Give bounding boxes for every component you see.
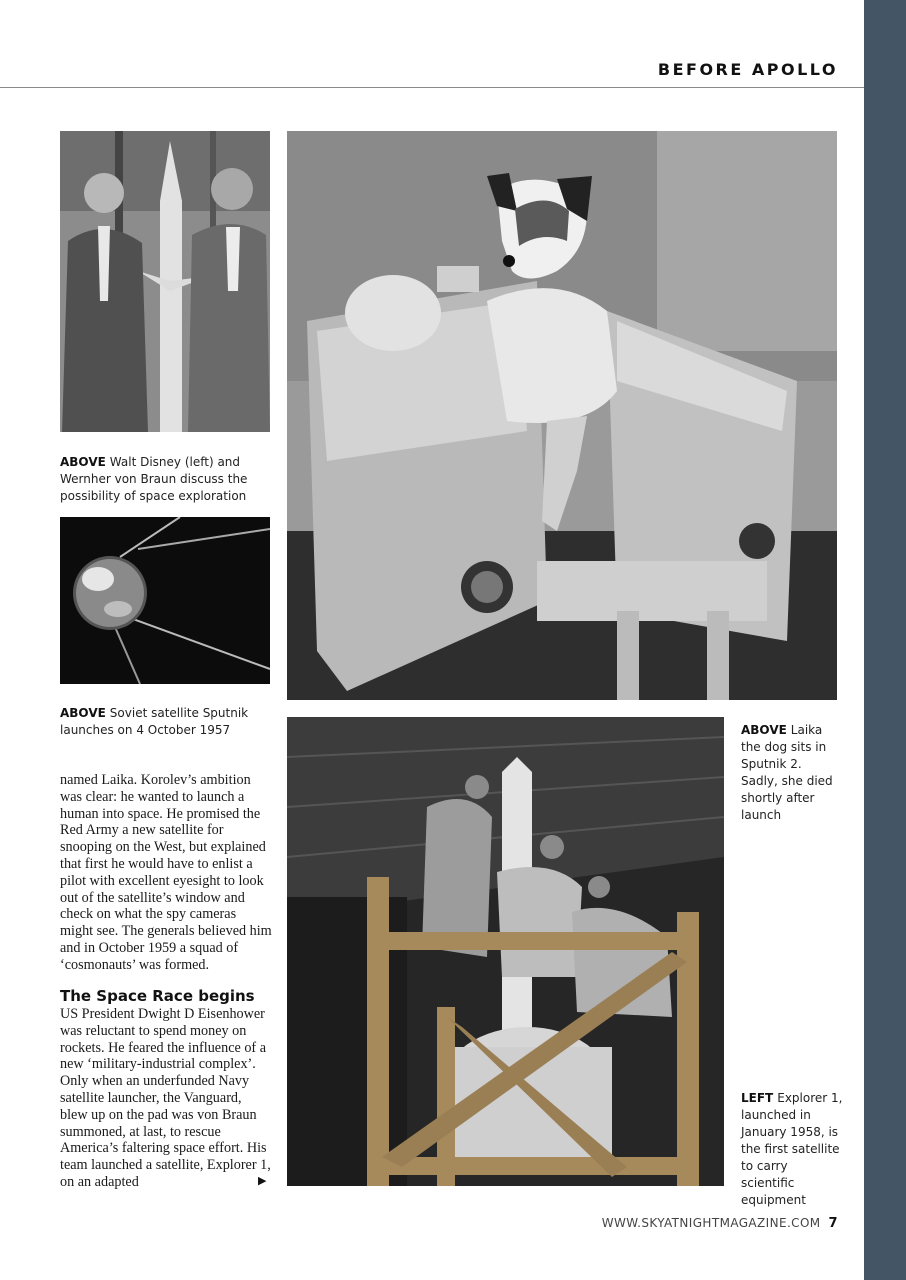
page-number: 7 xyxy=(828,1216,838,1231)
caption-text: Walt Disney (left) and Wernher von Braun discuss the possibility of space exploration xyxy=(60,455,248,503)
photo-laika-sputnik-2 xyxy=(287,131,837,700)
caption-label: LEFT xyxy=(741,1091,774,1105)
photo-explorer-1 xyxy=(287,717,724,1186)
body-paragraph-2 xyxy=(60,1006,272,1191)
page-edge-band xyxy=(864,0,906,1280)
caption-label: ABOVE xyxy=(60,706,106,720)
photo-sputnik xyxy=(60,517,270,684)
caption-text: Explorer 1, launched in January 1958, is the first satellite to carry scientific equipment xyxy=(741,1091,843,1207)
caption-label: ABOVE xyxy=(60,455,106,469)
subheading: The Space Race begins xyxy=(60,987,255,1005)
caption-laika xyxy=(741,722,841,824)
photo-disney-von-braun xyxy=(60,131,270,432)
page-footer xyxy=(602,1216,838,1231)
caption-disney xyxy=(60,454,272,505)
caption-label: ABOVE xyxy=(741,723,787,737)
body-paragraph-1 xyxy=(60,772,272,974)
caption-text: Soviet satellite Sputnik launches on 4 October 1957 xyxy=(60,706,249,737)
caption-explorer xyxy=(741,1090,843,1209)
paragraph-text: US President Dwight D Eisenhower was reluctant to spend money on rockets. He feared the influence of a new ‘military-industrial complex’. Only when an underfunded Navy satellite launcher, the Vanguard, blew up on the pad was von Braun summoned, at last, to rescue America’s faltering space effort. His team launched a satellite, Explorer 1, on an adapted xyxy=(60,1006,271,1190)
section-title: BEFORE APOLLO xyxy=(657,60,838,79)
footer-url: WWW.SKYATNIGHTMAGAZINE.COM xyxy=(601,1216,821,1230)
caption-sputnik xyxy=(60,705,272,739)
caption-text: Laika the dog sits in Sputnik 2. Sadly, she died shortly after launch xyxy=(741,723,833,822)
continue-arrow-icon: ▶ xyxy=(258,1174,267,1187)
header-rule xyxy=(0,87,864,88)
paragraph-text: named Laika. Korolev’s ambition was clear: he wanted to launch a human into space. He promised the Red Army a new satellite for snooping on the West, but explained that first he would have to enlist a pilot with excellent eyesight to look out of the satellite’s window and check on what the spy cameras might see. The generals believed him and in October 1959 a squad of ‘cosmonauts’ was formed. xyxy=(60,772,272,973)
